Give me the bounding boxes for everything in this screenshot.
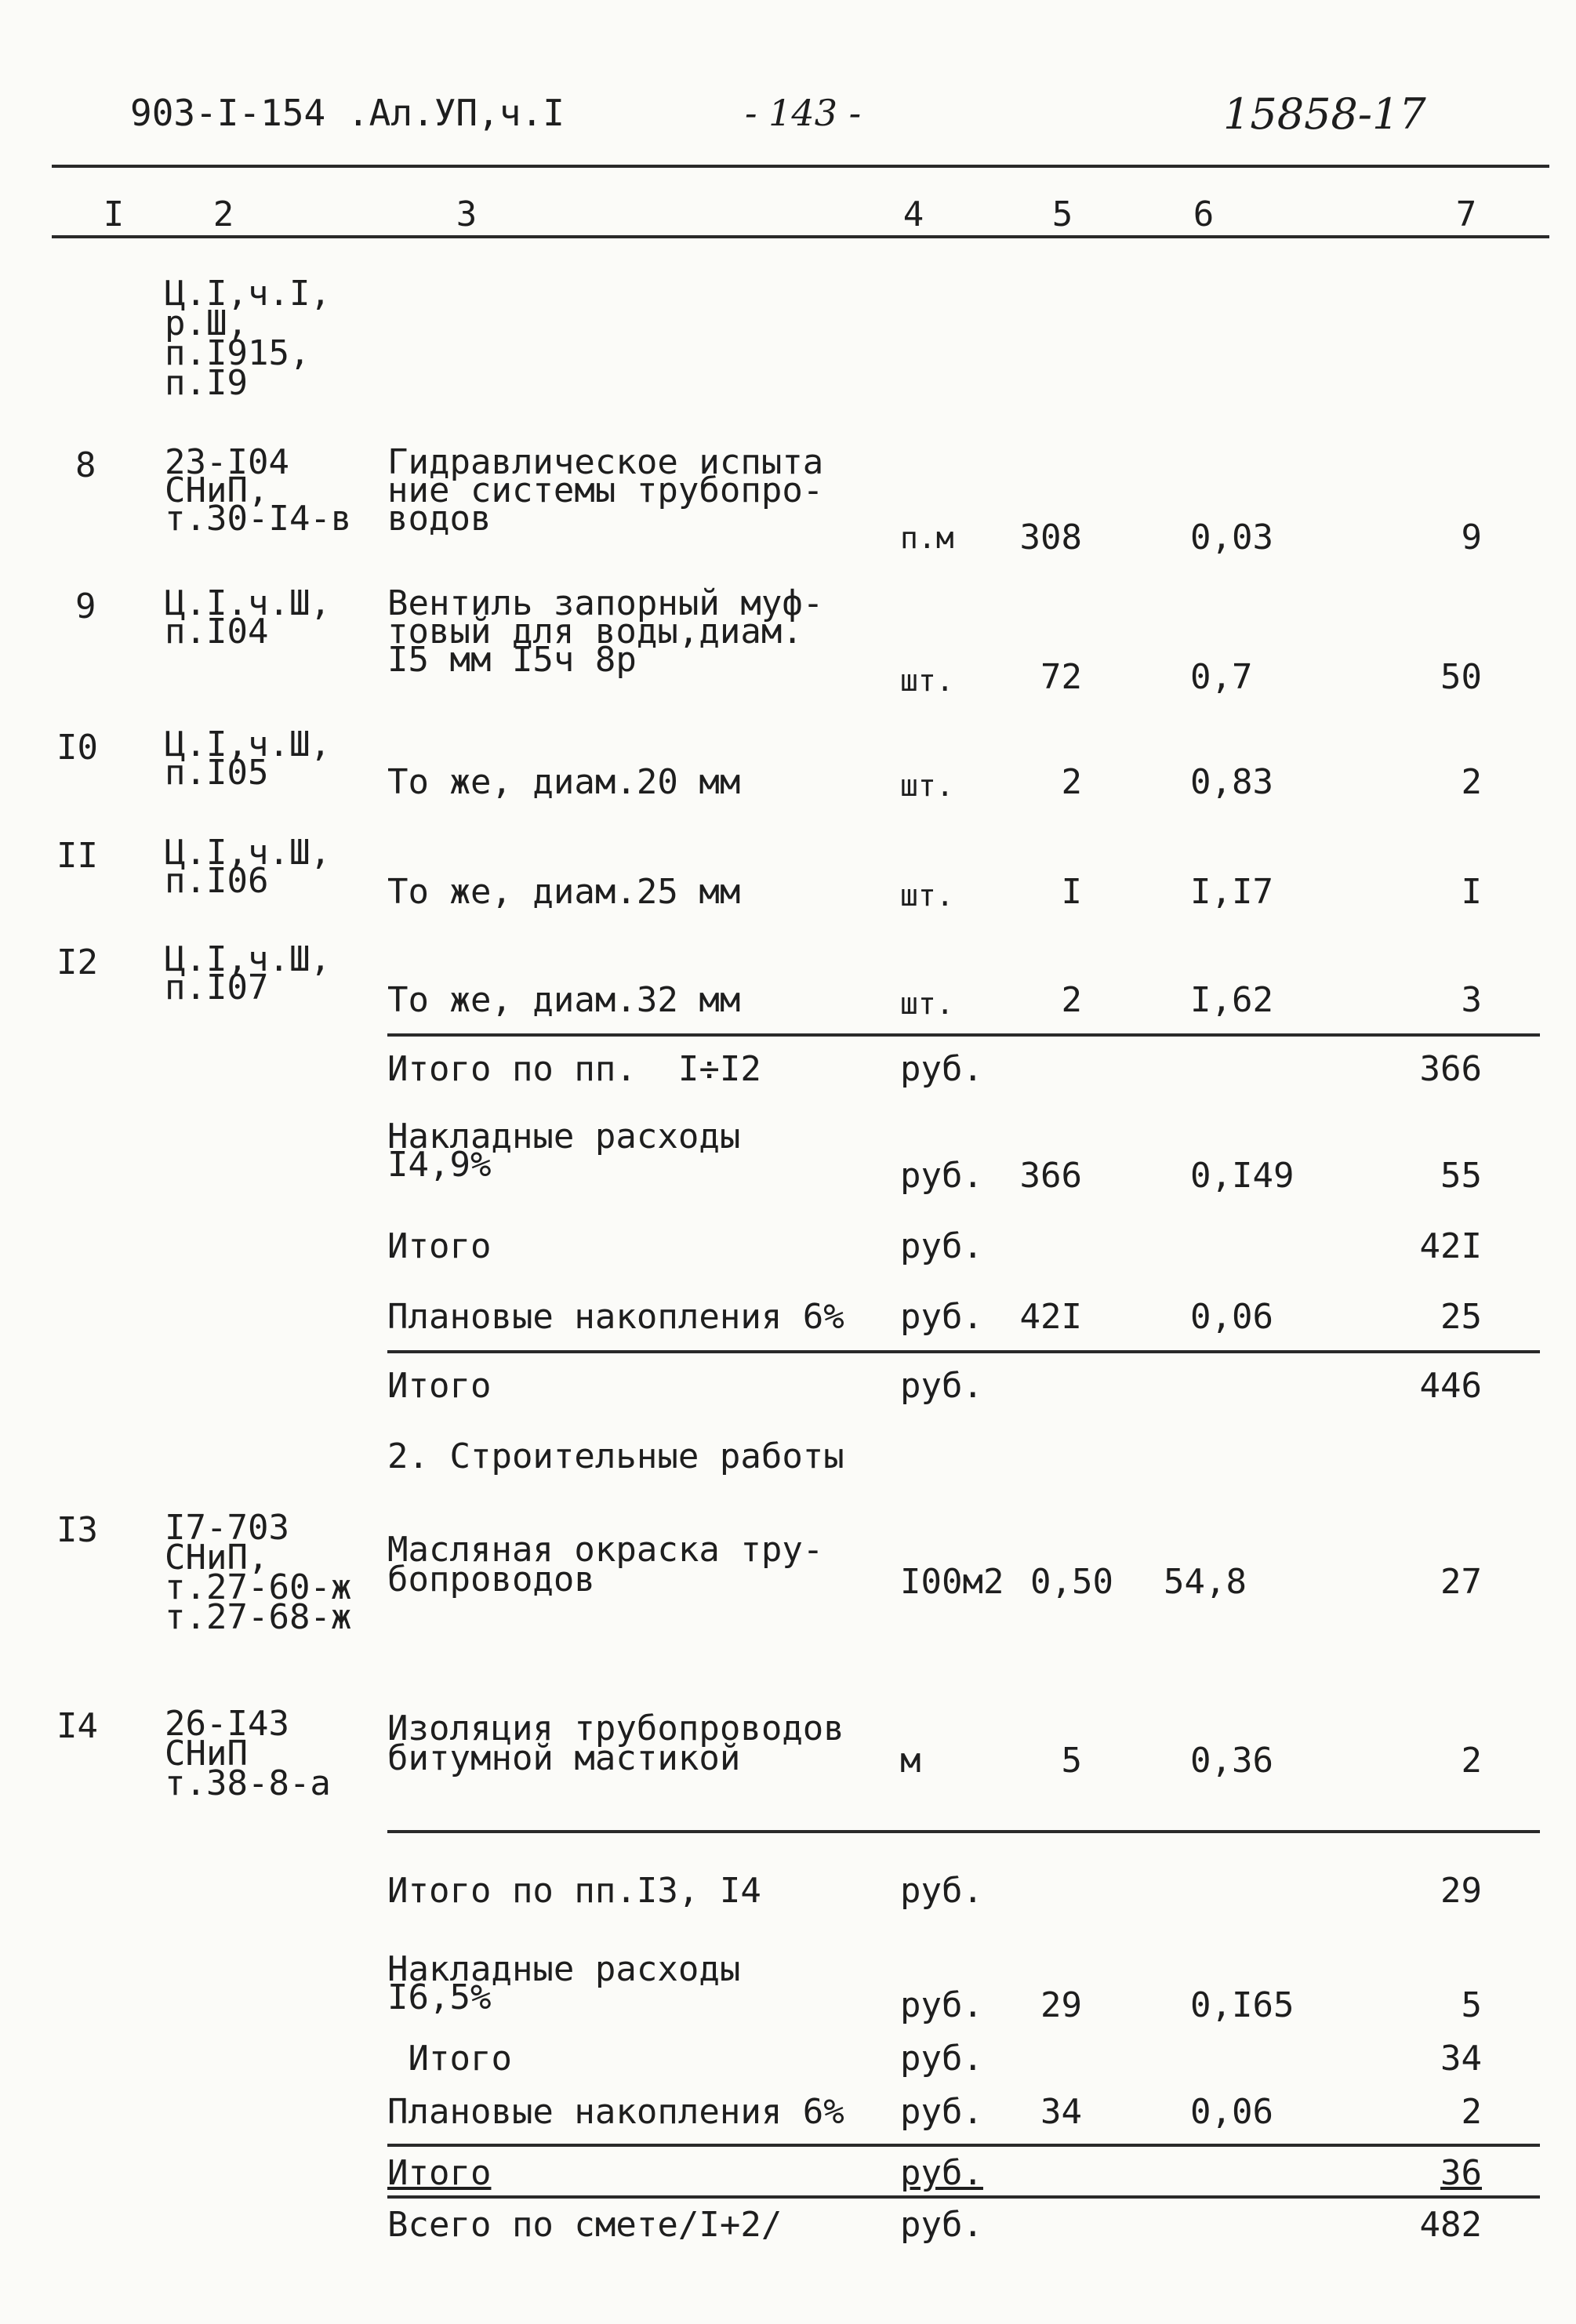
- subtotal-unit: руб.: [900, 1226, 983, 1266]
- doc-reference: 15858-17: [1223, 89, 1426, 139]
- continuation-ref-2: р.Ш,: [165, 303, 248, 343]
- grand-total-label: Всего по смете/I+2/: [387, 2205, 783, 2245]
- planned-savings-total: 25: [1440, 1297, 1482, 1337]
- row-quantity: 308: [1019, 517, 1082, 557]
- col-header-2: 2: [212, 194, 234, 234]
- overhead-total: 5: [1461, 1985, 1482, 2025]
- col-header-4: 4: [902, 194, 924, 234]
- row-unit: шт.: [900, 663, 954, 698]
- overhead-base: 366: [1019, 1156, 1082, 1196]
- col-header-7: 7: [1455, 194, 1477, 234]
- row-unit: шт.: [900, 878, 954, 913]
- subtotal-label: Итого по пп.I3, I4: [387, 1871, 761, 1911]
- row-total: 2: [1461, 1741, 1482, 1781]
- grand-total-rule: [387, 2195, 1540, 2199]
- planned-savings-label: Плановые накопления 6%: [387, 2092, 844, 2132]
- planned-savings-coefficient: 0,06: [1190, 2092, 1273, 2132]
- row-description: водов: [387, 499, 492, 539]
- subtotal-total: 42I: [1419, 1226, 1482, 1266]
- row-unit: I00м2: [900, 1562, 1004, 1602]
- row-number: I3: [56, 1510, 98, 1550]
- row-number: 8: [75, 445, 96, 485]
- subtotal-unit: руб.: [900, 1049, 983, 1089]
- planned-savings-unit: руб.: [900, 1297, 983, 1337]
- planned-savings-coefficient: 0,06: [1190, 1297, 1273, 1337]
- overhead-rate: I4,9%: [387, 1145, 492, 1185]
- subtotal-rule: [387, 1830, 1540, 1833]
- overhead-label: Накладные расходы: [387, 1949, 741, 1989]
- continuation-ref-4: п.I9: [165, 363, 248, 403]
- overhead-unit: руб.: [900, 1156, 983, 1196]
- row-description: То же, диам.25 мм: [387, 872, 741, 912]
- total-label: Итого: [387, 2153, 492, 2193]
- row-ref: п.I04: [165, 612, 269, 652]
- row-number: II: [56, 836, 98, 876]
- overhead-base: 29: [1040, 1985, 1082, 2025]
- total-rule: [387, 2144, 1540, 2147]
- planned-savings-base: 34: [1040, 2092, 1082, 2132]
- subtotal-unit: руб.: [900, 1871, 983, 1911]
- subtotal-label: Итого: [387, 2039, 512, 2079]
- total-value: 446: [1419, 1366, 1482, 1406]
- col-header-5: 5: [1051, 194, 1073, 234]
- row-total: 50: [1440, 657, 1482, 697]
- row-ref: СНиП: [165, 1734, 248, 1774]
- planned-savings-label: Плановые накопления 6%: [387, 1297, 844, 1337]
- row-description: Гидравлическое испыта: [387, 442, 824, 482]
- row-ref: 23-I04: [165, 442, 289, 482]
- grand-total-value: 482: [1419, 2205, 1482, 2245]
- row-quantity: 0,50: [1030, 1562, 1113, 1602]
- row-quantity: 2: [1061, 980, 1082, 1020]
- row-total: 9: [1461, 517, 1482, 557]
- row-description: То же, диам.20 мм: [387, 762, 741, 802]
- page-number: - 143 -: [745, 92, 862, 134]
- row-price: 0,03: [1190, 517, 1273, 557]
- planned-savings-unit: руб.: [900, 2092, 983, 2132]
- overhead-coefficient: 0,I65: [1190, 1985, 1295, 2025]
- row-quantity: 72: [1040, 657, 1082, 697]
- subtotal-total: 29: [1440, 1871, 1482, 1911]
- section-title: 2. Строительные работы: [387, 1436, 844, 1476]
- total-unit: руб.: [900, 1366, 983, 1406]
- row-unit: шт.: [900, 986, 954, 1021]
- row-price: 54,8: [1164, 1562, 1247, 1602]
- total-value: 36: [1440, 2153, 1482, 2193]
- row-ref: т.27-68-ж: [165, 1597, 352, 1637]
- row-description: ние системы трубопро-: [387, 470, 824, 510]
- row-description: Масляная окраска тру-: [387, 1530, 824, 1570]
- row-price: 0,83: [1190, 762, 1273, 802]
- subtotal-label: Итого по пп. I÷I2: [387, 1049, 761, 1089]
- row-description: товый для воды,диам.: [387, 612, 803, 652]
- col-header-6: 6: [1193, 194, 1215, 234]
- row-total: I: [1461, 872, 1482, 912]
- row-ref: п.I07: [165, 968, 269, 1008]
- total-rule: [387, 1350, 1540, 1353]
- subtotal-rule: [387, 1033, 1540, 1037]
- row-total: 2: [1461, 762, 1482, 802]
- total-unit: руб.: [900, 2153, 983, 2193]
- row-ref: Ц.I,ч.Ш,: [165, 833, 331, 873]
- row-description: битумной мастикой: [387, 1738, 741, 1778]
- row-number: I0: [56, 728, 98, 768]
- row-ref: п.I05: [165, 753, 269, 793]
- planned-savings-total: 2: [1461, 2092, 1482, 2132]
- subtotal-total: 366: [1419, 1049, 1482, 1089]
- col-header-3: 3: [456, 194, 478, 234]
- row-ref: 26-I43: [165, 1704, 289, 1744]
- row-quantity: 5: [1061, 1741, 1082, 1781]
- row-number: I4: [56, 1706, 98, 1746]
- overhead-coefficient: 0,I49: [1190, 1156, 1295, 1196]
- overhead-total: 55: [1440, 1156, 1482, 1196]
- total-label: Итого: [387, 1366, 492, 1406]
- row-quantity: I: [1061, 872, 1082, 912]
- col-header-1: I: [103, 194, 125, 234]
- row-ref: СНиП,: [165, 1538, 269, 1578]
- grand-total-unit: руб.: [900, 2205, 983, 2245]
- row-number: 9: [75, 586, 96, 626]
- row-unit: м: [900, 1741, 921, 1781]
- row-total: 3: [1461, 980, 1482, 1020]
- overhead-label: Накладные расходы: [387, 1117, 741, 1157]
- row-number: I2: [56, 942, 98, 982]
- row-description: бопроводов: [387, 1560, 595, 1600]
- row-price: I,I7: [1190, 872, 1273, 912]
- continuation-ref-1: Ц.I,ч.I,: [165, 274, 331, 314]
- continuation-ref-3: п.I915,: [165, 333, 310, 373]
- subtotal-unit: руб.: [900, 2039, 983, 2079]
- row-quantity: 2: [1061, 762, 1082, 802]
- header-rule: [52, 235, 1549, 238]
- planned-savings-base: 42I: [1019, 1297, 1082, 1337]
- row-ref: I7-703: [165, 1508, 289, 1548]
- row-ref: Ц.I,ч.Ш,: [165, 724, 331, 764]
- row-price: I,62: [1190, 980, 1273, 1020]
- row-description: I5 мм I5ч 8р: [387, 640, 637, 680]
- row-unit: п.м: [900, 521, 954, 555]
- row-description: Изоляция трубопроводов: [387, 1709, 844, 1748]
- row-ref: п.I06: [165, 861, 269, 901]
- subtotal-label: Итого: [387, 1226, 492, 1266]
- row-description: Вентиль запорный муф-: [387, 583, 824, 623]
- overhead-rate: I6,5%: [387, 1977, 492, 2017]
- top-rule: [52, 165, 1549, 168]
- row-unit: шт.: [900, 768, 954, 803]
- row-ref: т.27-60-ж: [165, 1567, 352, 1607]
- row-total: 27: [1440, 1562, 1482, 1602]
- row-ref: Ц.I.ч.Ш,: [165, 583, 331, 623]
- row-ref: Ц.I,ч.Ш,: [165, 939, 331, 979]
- row-price: 0,7: [1190, 657, 1253, 697]
- subtotal-total: 34: [1440, 2039, 1482, 2079]
- row-description: То же, диам.32 мм: [387, 980, 741, 1020]
- doc-code: 903-I-154 .Ал.УП,ч.I: [130, 92, 565, 134]
- row-ref: т.38-8-а: [165, 1763, 331, 1803]
- row-ref: СНиП,: [165, 470, 269, 510]
- row-ref: т.30-I4-в: [165, 499, 352, 539]
- overhead-unit: руб.: [900, 1985, 983, 2025]
- row-price: 0,36: [1190, 1741, 1273, 1781]
